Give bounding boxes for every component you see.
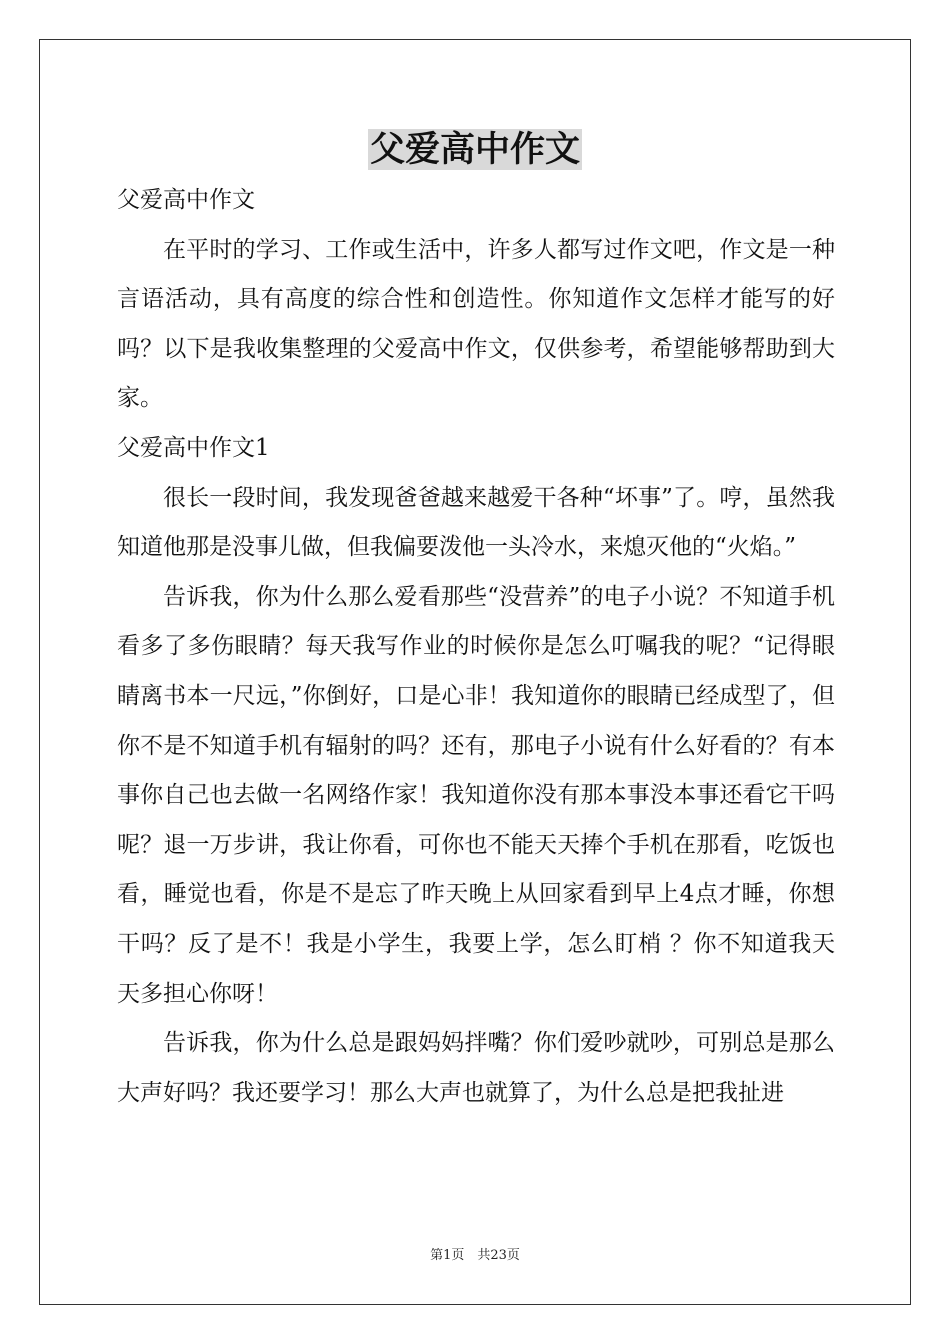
page-number: 第1页 共23页 [430, 1248, 520, 1263]
document-title [0, 124, 950, 176]
document-title-text: 父爱高中作文 [369, 129, 580, 170]
body-paragraph: 告诉我，你为什么总是跟妈妈拌嘴？你们爱吵就吵，可别总是那么大声好吗？我还要学习！那么大声也就算了，为什么总是把我扯进 [117, 1030, 835, 1106]
page-footer [0, 1246, 950, 1266]
body-paragraph: 很长一段时间，我发现爸爸越来越爱干各种“坏事”了。哼，虽然我知道他那是没事儿做，但我偏要泼他一头冷水，来熄灭他的“火焰。” [117, 484, 835, 561]
body-paragraph: 告诉我，你为什么那么爱看那些“没营养”的电子小说？不知道手机看多了多伤眼睛？每天我写作业的时候你是怎么叮嘱我的呢？“记得眼睛离书本一尺远，”你倒好，口是心非！我知道你的眼睛已经成型了，但你不是不知道手机有辐射的吗？还有，那电子小说有什么好看的？有本事你自己也去做一名网络作家！我知道你没有那本事没本事还看它干吗呢？退一万步讲，我让你看，可你也不能天天捧个手机在那看，吃饭也看，睡觉也看，你是不是忘了昨天晚上从回家看到早上4点才睡，你想干吗？反了是不！我是小学生，我要上学，怎么盯梢 ？你不知道我天天多担心你呀！ [117, 583, 835, 1007]
section-heading: 父爱高中作文1 [117, 434, 270, 461]
document-subtitle: 父爱高中作文 [117, 187, 255, 213]
document-body [117, 176, 835, 1118]
intro-paragraph: 在平时的学习、工作或生活中，许多人都写过作文吧，作文是一种言语活动，具有高度的综合性和创造性。你知道作文怎样才能写的好吗？以下是我收集整理的父爱高中作文，仅供参考，希望能够帮助到大家。 [117, 236, 835, 412]
